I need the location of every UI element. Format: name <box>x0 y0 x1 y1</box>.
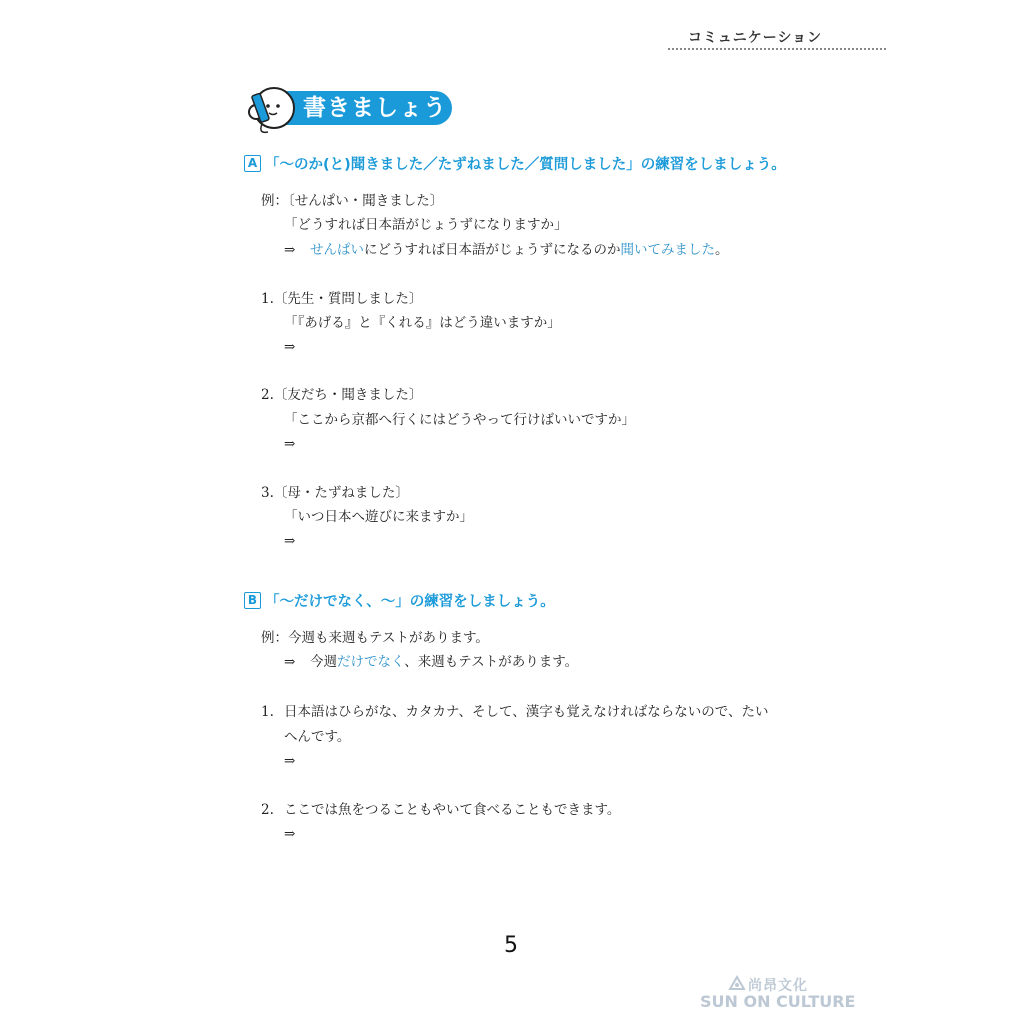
example-b-answer <box>284 653 578 671</box>
exercise-a2-answer-field[interactable] <box>284 435 310 453</box>
exercise-a3-answer-field[interactable] <box>284 532 310 550</box>
section-b-heading <box>244 590 555 610</box>
arrow-icon: ⇒ <box>284 436 296 452</box>
answer-text: にどうすれば日本語がじょうずになるのか <box>364 242 621 258</box>
answer-highlight: せんぱい <box>310 242 364 258</box>
arrow-icon: ⇒ <box>284 242 296 258</box>
item-number: 3. <box>261 485 274 501</box>
publisher-name-cjk: 尚昂文化 <box>748 978 808 994</box>
running-header: コミュニケーション <box>688 30 823 46</box>
exercise-a3-quote: 「いつ日本へ遊びに来ますか」 <box>284 509 473 525</box>
section-b-title: 「〜だけでなく、〜」の練習をしましょう。 <box>265 593 555 610</box>
answer-text: 今週 <box>310 654 337 670</box>
arrow-icon: ⇒ <box>284 654 296 670</box>
answer-text: 。 <box>715 242 729 258</box>
item-prompt: 〔母・たずねました〕 <box>273 485 409 501</box>
exercise-a3-prompt <box>261 484 409 502</box>
page-number: 5 <box>504 933 518 958</box>
header-divider <box>668 48 886 50</box>
item-number: 2. <box>261 387 274 403</box>
example-a-quote: 「どうすれば日本語がじょうずになりますか」 <box>284 217 568 233</box>
exercise-b1-sentence-cont: へんです。 <box>284 729 351 745</box>
exercise-b1-sentence <box>261 703 769 721</box>
exercise-b2-sentence <box>261 801 620 819</box>
arrow-icon: ⇒ <box>284 826 296 842</box>
exercise-a1-quote: 「『あげる』と『くれる』はどう違いますか」 <box>284 315 561 331</box>
item-number: 1. <box>261 291 274 307</box>
section-b-badge: B <box>244 592 261 609</box>
arrow-icon: ⇒ <box>284 753 296 769</box>
publisher-name-en: SUN ON CULTURE <box>700 992 856 1011</box>
example-label: 例： <box>261 193 288 209</box>
item-sentence: ここでは魚をつることもやいて食べることもできます。 <box>284 802 621 818</box>
example-b-sentence <box>261 629 489 647</box>
item-sentence: 日本語はひらがな、カタカナ、そして、漢字も覚えなければならないので、たい <box>284 704 769 720</box>
exercise-a1-prompt <box>261 290 422 308</box>
exercise-a2-quote: 「ここから京都へ行くにはどうやって行けばいいですか」 <box>284 412 635 428</box>
banner-title: 書きましょう <box>303 95 447 121</box>
publisher-logo-icon <box>728 975 746 991</box>
exercise-b2-answer-field[interactable] <box>284 825 310 843</box>
example-a-prompt-line <box>261 192 443 210</box>
section-a-heading <box>244 153 786 173</box>
arrow-icon: ⇒ <box>284 339 296 355</box>
answer-highlight: だけでなく <box>337 654 405 670</box>
exercise-b1-answer-field[interactable] <box>284 752 310 770</box>
answer-highlight: 聞いてみました <box>620 242 715 258</box>
section-a-badge: A <box>244 155 261 172</box>
example-prompt: 〔せんぱい・聞きました〕 <box>288 193 444 209</box>
example-a-answer <box>284 241 729 259</box>
arrow-icon: ⇒ <box>284 533 296 549</box>
item-number: 2. <box>261 802 274 818</box>
exercise-a2-prompt <box>261 386 422 404</box>
section-a-title: 「〜のか(と)聞きました／たずねました／質問しました」の練習をしましょう。 <box>265 156 786 173</box>
answer-text: 、来週もテストがあります。 <box>404 654 579 670</box>
example-sentence: 今週も来週もテストがあります。 <box>288 630 489 646</box>
mascot-icon <box>240 82 300 136</box>
item-prompt: 〔先生・質問しました〕 <box>273 291 423 307</box>
item-prompt: 〔友だち・聞きました〕 <box>273 387 423 403</box>
item-number: 1. <box>261 704 274 720</box>
exercise-a1-answer-field[interactable] <box>284 338 310 356</box>
example-label: 例： <box>261 630 288 646</box>
